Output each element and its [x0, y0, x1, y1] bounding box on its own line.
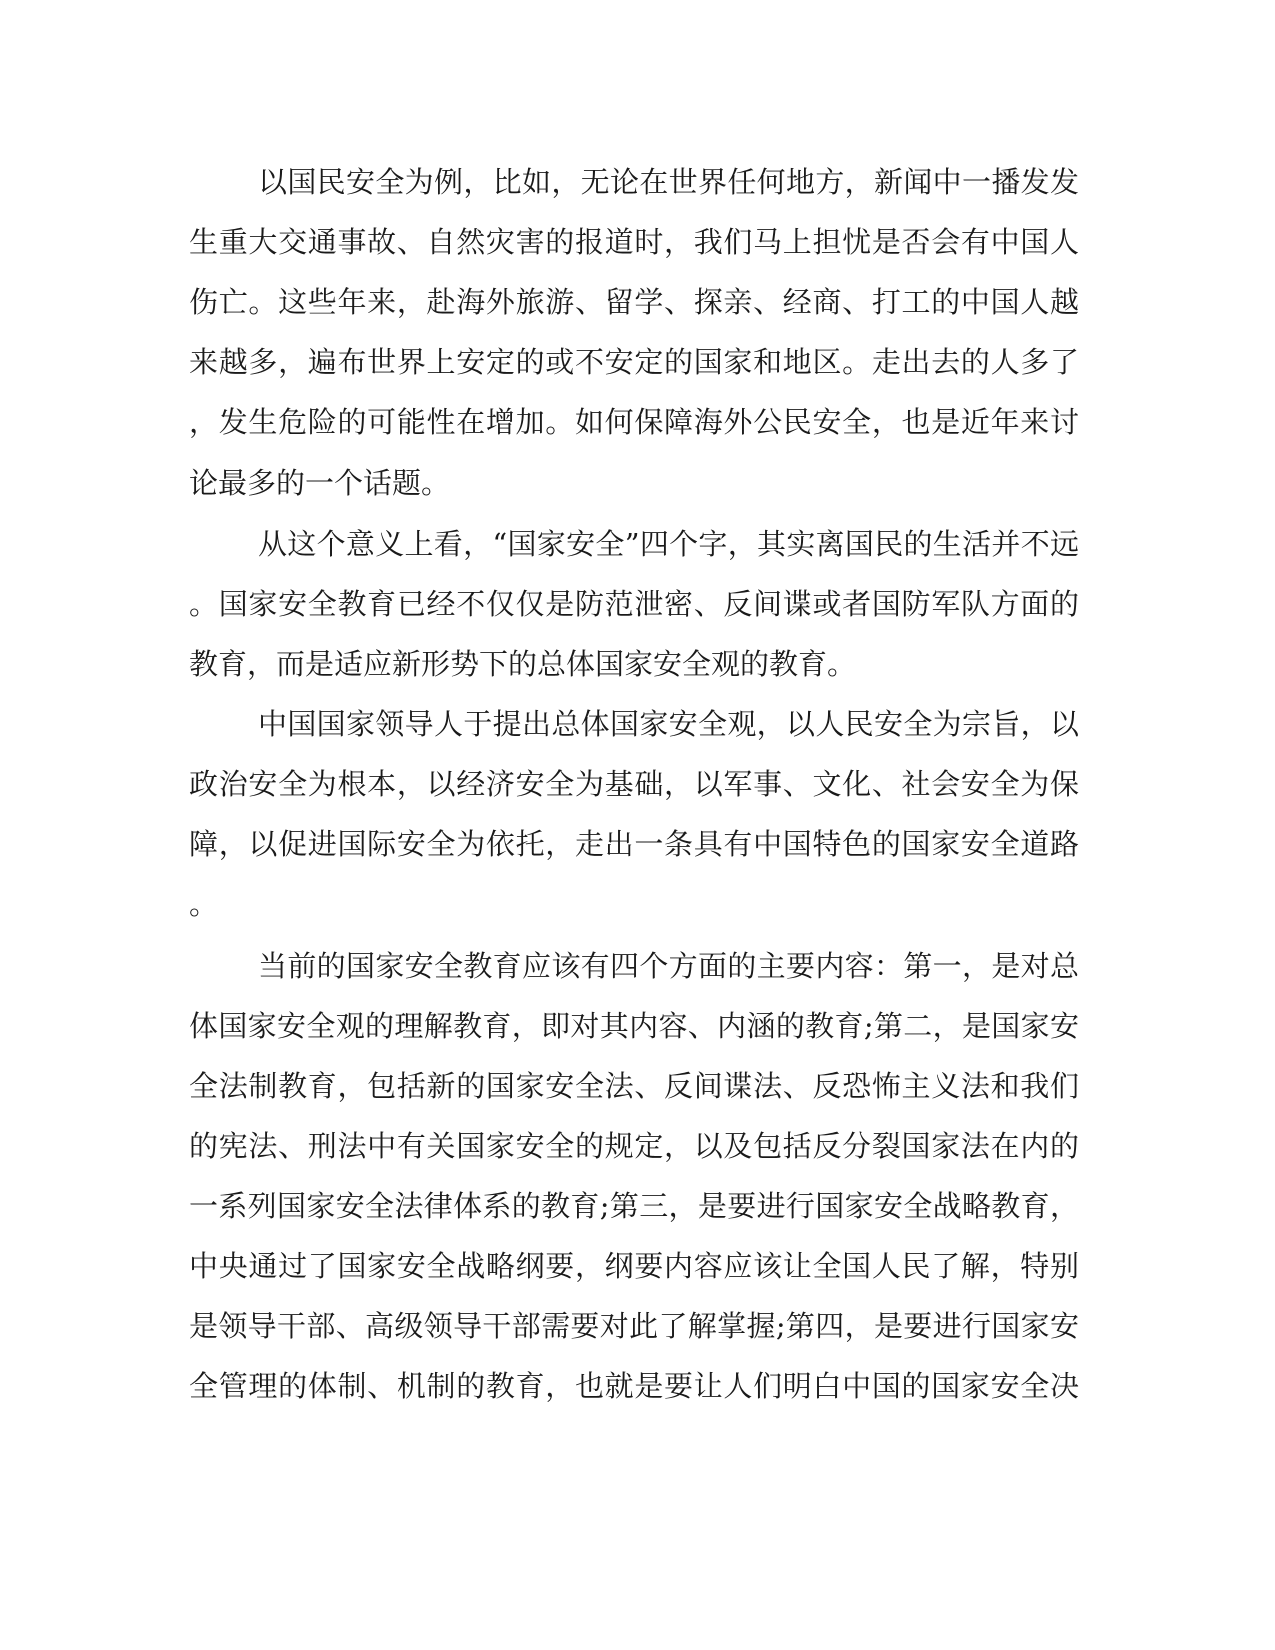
paragraph-1-line-4: 来越多，遍布世界上安定的或不安定的国家和地区。走出去的人多了	[189, 345, 1079, 379]
paragraph-4-line-4: 的宪法、刑法中有关国家安全的规定，以及包括反分裂国家法在内的	[189, 1129, 1079, 1163]
paragraph-4-line-2: 体国家安全观的理解教育，即对其内容、内涵的教育;第二，是国家安	[189, 1009, 1079, 1043]
paragraph-3-line-2: 政治安全为根本，以经济安全为基础，以军事、文化、社会安全为保	[189, 767, 1079, 801]
paragraph-3-line-3: 障，以促进国际安全为依托，走出一条具有中国特色的国家安全道路	[189, 827, 1079, 861]
paragraph-1-line-2: 生重大交通事故、自然灾害的报道时，我们马上担忧是否会有中国人	[189, 225, 1079, 259]
paragraph-1-line-5: ，发生危险的可能性在增加。如何保障海外公民安全，也是近年来讨	[189, 405, 1079, 439]
paragraph-2-line-1: 从这个意义上看，“国家安全”四个字，其实离国民的生活并不远	[258, 527, 1079, 561]
paragraph-2-line-2: 。国家安全教育已经不仅仅是防范泄密、反间谍或者国防军队方面的	[189, 587, 1079, 621]
paragraph-4-line-8: 全管理的体制、机制的教育，也就是要让人们明白中国的国家安全决	[189, 1369, 1079, 1403]
paragraph-3-line-4: 。	[189, 887, 219, 921]
paragraph-4-line-5: 一系列国家安全法律体系的教育;第三，是要进行国家安全战略教育，	[189, 1189, 1079, 1223]
paragraph-1-line-6: 论最多的一个话题。	[189, 466, 451, 500]
paragraph-4-line-7: 是领导干部、高级领导干部需要对此了解掌握;第四，是要进行国家安	[189, 1309, 1079, 1343]
paragraph-4-line-3: 全法制教育，包括新的国家安全法、反间谍法、反恐怖主义法和我们	[189, 1069, 1079, 1103]
paragraph-4-line-6: 中央通过了国家安全战略纲要，纲要内容应该让全国人民了解，特别	[189, 1249, 1079, 1283]
paragraph-2-line-3: 教育，而是适应新形势下的总体国家安全观的教育。	[189, 647, 857, 681]
paragraph-1-line-3: 伤亡。这些年来，赴海外旅游、留学、探亲、经商、打工的中国人越	[189, 285, 1079, 319]
paragraph-1-line-1: 以国民安全为例，比如，无论在世界任何地方，新闻中一播发发	[258, 165, 1079, 199]
paragraph-3-line-1: 中国国家领导人于提出总体国家安全观，以人民安全为宗旨，以	[258, 707, 1079, 741]
paragraph-4-line-1: 当前的国家安全教育应该有四个方面的主要内容：第一，是对总	[258, 949, 1079, 983]
